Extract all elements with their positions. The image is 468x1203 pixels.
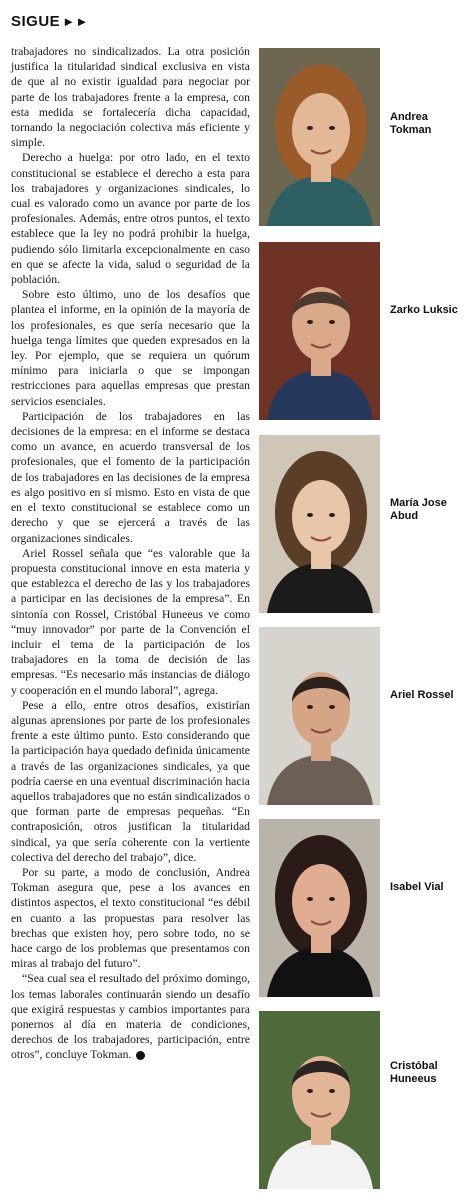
portrait-illustration <box>259 435 380 613</box>
portrait-eye <box>307 897 313 901</box>
caption-line: Abud <box>390 510 419 522</box>
article-paragraph-last <box>11 971 250 1062</box>
double-arrow-icon: ►► <box>62 14 89 29</box>
caption-line: Ariel Rossel <box>390 689 454 701</box>
portrait-eye <box>307 1089 313 1093</box>
caption-line: Isabel Vial <box>390 881 444 893</box>
portrait-zarko-luksic <box>259 242 380 420</box>
portrait-eye <box>329 897 335 901</box>
portrait-maria-jose-abud <box>259 435 380 613</box>
article-paragraph: Sobre esto último, uno de los desafíos que plantea el informe, en la opinión de la mayoría de los profesionales, es que sería necesario que la huelga tenga límites que queden expresados en la ley. Por ejemplo, que se requiera un quórum mínimo para iniciarla o que se impongan restricciones para aquellas empresas que prestan servicios esenciales. <box>11 288 250 408</box>
portrait-face <box>292 864 350 938</box>
portrait-eye <box>307 705 313 709</box>
continue-marker <box>11 13 89 30</box>
caption-line: María Jose <box>390 497 447 509</box>
caption-cristobal-huneeus <box>390 1060 466 1086</box>
portrait-cristobal-huneeus <box>259 1011 380 1189</box>
portrait-eye <box>329 513 335 517</box>
portrait-illustration <box>259 242 380 420</box>
portrait-eye <box>307 320 313 324</box>
caption-line: Cristóbal <box>390 1060 438 1072</box>
portrait-andrea-tokman <box>259 48 380 226</box>
portrait-isabel-vial <box>259 819 380 997</box>
caption-andrea-tokman <box>390 111 466 137</box>
article-paragraph: Ariel Rossel señala que “es valorable que la propuesta constitucional innove en esta materia y que establezca el derecho de las y los trabajadores a participar en las decisiones de la empresa”. En sintonía con Rossel, Cristóbal Huneeus ve como “muy innovador” por parte de la Convención el incluir el tema de la participación de los trabajadores en la toma de decisión de las empresas. “Es necesario más instancias de diálogo y cooperación en el mundo laboral”, agrega. <box>11 546 250 697</box>
portrait-eye <box>307 513 313 517</box>
portrait-illustration <box>259 819 380 997</box>
caption-line: Zarko Luksic <box>390 304 458 316</box>
portrait-eye <box>329 1089 335 1093</box>
portrait-face <box>292 93 350 167</box>
portrait-eye <box>307 126 313 130</box>
portrait-illustration <box>259 48 380 226</box>
article-paragraph: Pese a ello, entre otros desafíos, existirían algunas aprensiones por parte de los profesionales frente a este último punto. Esto considerando que la participación haya quedado definida únicamente a través de las organizaciones sindicales, ya que podría caerse en una eventual discriminación hacia aquellos trabajadores que no están sindicalizados o que forman parte de empresas pequeñas. “En contraposición, otros justifican la titularidad sindical, ya que sería coherente con la vertiente colectiva del derecho del trabajo”, dice. <box>11 698 250 864</box>
continue-label: SIGUE <box>11 13 61 30</box>
caption-line: Tokman <box>390 124 432 136</box>
article-paragraph: Participación de los trabajadores en las decisiones de la empresa: en el informe se destaca como un avance, en acuerdo transversal de los profesionales, que el fomento de la participación de los trabajadores en las decisiones de la empresa es algo positivo en sí mismo. Esto en vista de que en el texto constitucional se establece como un derecho y que se ejercerá a través de las organizaciones sindicales. <box>11 409 250 545</box>
caption-line: Huneeus <box>390 1073 437 1085</box>
portrait-illustration <box>259 627 380 805</box>
article-paragraph: Derecho a huelga: por otro lado, en el texto constitucional se establece el derecho a esta para los trabajadores y organizaciones sindicales, lo cual es valorado como un avance por parte de los profesionales. Además, entre otros puntos, el texto establece que la ley no podrá prohibir la huelga, pudiendo sólo limitarla excepcionalmente en caso en que se afecte la vida, salud o seguridad de la población. <box>11 151 250 287</box>
article-paragraph: trabajadores no sindicalizados. La otra posición justifica la titularidad sindical exclusiva en vista de que al no existir igualdad para negociar por parte de los trabajadores frente a la empresa, con esta medida se fortalecería dicha capacidad, tornando la negociación colectiva más eficiente y simple. <box>11 45 250 150</box>
portrait-face <box>292 480 350 554</box>
article-body <box>11 44 250 1063</box>
article-paragraph: Por su parte, a modo de conclusión, Andrea Tokman asegura que, pese a los avances en distintos aspectos, el texto constitucional “es débil en cuanto a las propuestas para resolver las brechas que existen hoy, pero sobre todo, no se hace cargo de los problemas que presentamos con miras al trabajo del futuro”. <box>11 865 250 971</box>
caption-line: Andrea <box>390 111 428 123</box>
caption-maria-jose-abud <box>390 497 466 523</box>
portrait-eye <box>329 126 335 130</box>
portrait-illustration <box>259 1011 380 1189</box>
portrait-eye <box>329 705 335 709</box>
portrait-eye <box>329 320 335 324</box>
caption-isabel-vial <box>390 881 466 894</box>
article-paragraph-text: “Sea cual sea el resultado del próximo domingo, los temas laborales continuarán siendo un desafío que exigirá respuestas y cambios importantes para ponernos al día en materia de condiciones, derechos de los trabajadores, participación, entre otros”, concluye Tokman. <box>11 972 250 1062</box>
caption-zarko-luksic <box>390 304 466 317</box>
portrait-ariel-rossel <box>259 627 380 805</box>
end-of-article-icon: P <box>136 1051 145 1060</box>
caption-ariel-rossel <box>390 689 466 702</box>
